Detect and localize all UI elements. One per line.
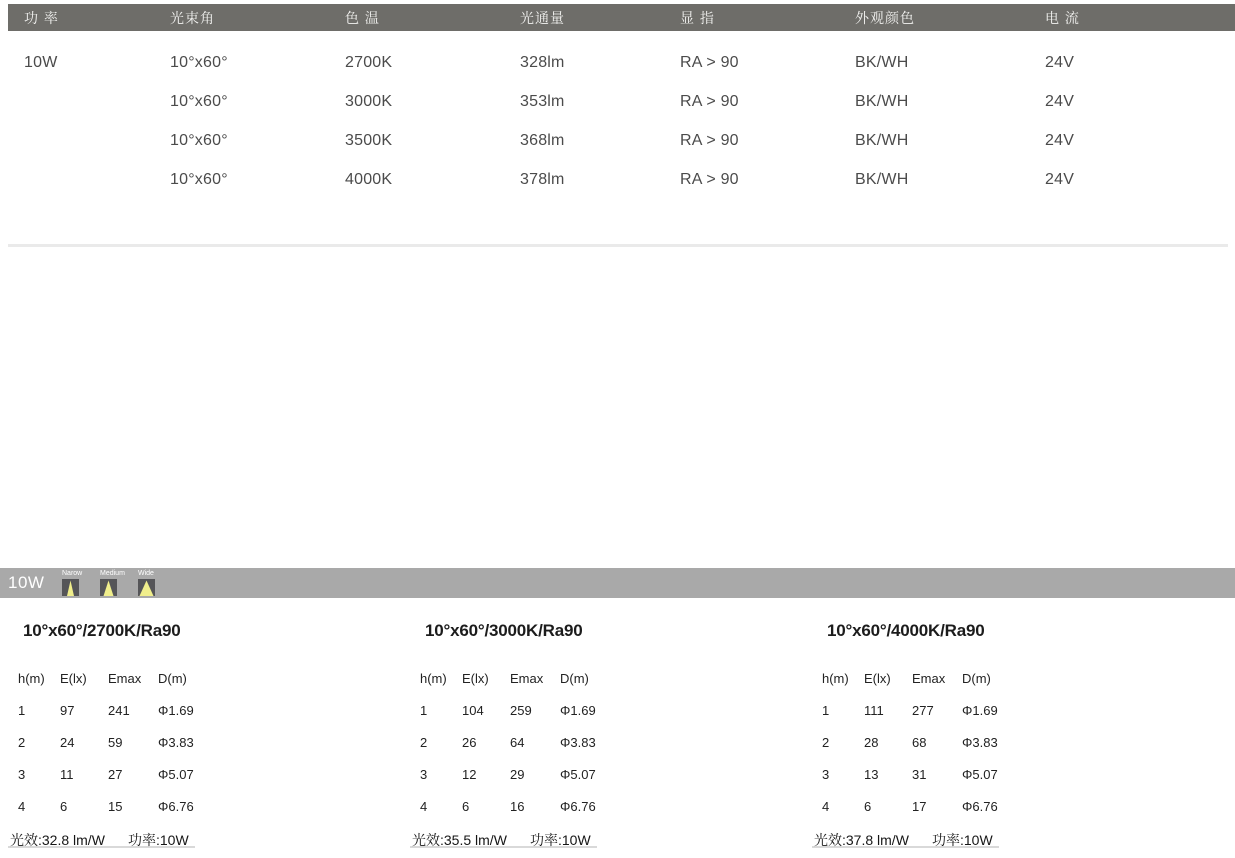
spec-cell-current: 24V	[1045, 53, 1075, 71]
table-cell: Φ3.83	[158, 734, 194, 750]
table-cell: 2	[822, 734, 830, 750]
column-header-h: h(m)	[420, 670, 447, 686]
spec-cell-finish: BK/WH	[855, 53, 909, 71]
spec-cell-finish: BK/WH	[855, 92, 909, 110]
medium-beam-glyph	[100, 579, 117, 596]
spec-cell-cri: RA > 90	[680, 131, 739, 149]
table-cell: 24	[60, 734, 75, 750]
spec-header-cri: 显 指	[680, 9, 715, 26]
table-cell: Φ1.69	[560, 702, 596, 718]
power-label: 功率:10W	[530, 832, 591, 848]
photometric-table-4000k	[812, 615, 1022, 858]
column-header-d: D(m)	[560, 670, 589, 686]
table-footer	[812, 830, 999, 848]
spec-cell-current: 24V	[1045, 92, 1075, 110]
table-cell: 29	[510, 766, 525, 782]
spec-header-flux: 光通量	[520, 9, 565, 26]
column-header-d: D(m)	[962, 670, 991, 686]
spec-header-cct: 色 温	[345, 9, 380, 26]
spec-cell-flux: 353lm	[520, 92, 565, 110]
spec-cell-cct: 2700K	[345, 53, 393, 71]
table-cell: 68	[912, 734, 927, 750]
table-cell: 13	[864, 766, 879, 782]
table-cell: 28	[864, 734, 879, 750]
table-cell: 4	[18, 798, 26, 814]
column-header-e: E(lx)	[864, 670, 891, 686]
table-cell: 104	[462, 702, 484, 718]
table-cell: 4	[822, 798, 830, 814]
medium-beam-label: Medium	[100, 570, 125, 577]
spec-cell-cri: RA > 90	[680, 170, 739, 188]
spec-header-power: 功 率	[24, 9, 59, 26]
spec-cell-current: 24V	[1045, 170, 1075, 188]
spec-cell-beam-angle: 10°x60°	[170, 170, 228, 188]
table-cell: Φ5.07	[158, 766, 194, 782]
photometric-table-title: 10°x60°/3000K/Ra90	[425, 621, 583, 640]
photometric-table-grid	[822, 662, 1022, 822]
spec-cell-beam-angle: 10°x60°	[170, 131, 228, 149]
table-cell: 2	[18, 734, 26, 750]
table-cell: Φ3.83	[962, 734, 998, 750]
table-cell: Φ5.07	[560, 766, 596, 782]
power-label: 功率:10W	[932, 832, 993, 848]
photometric-table-title: 10°x60°/4000K/Ra90	[827, 621, 985, 640]
table-cell: 1	[18, 702, 26, 718]
column-header-h: h(m)	[18, 670, 45, 686]
column-header-emax: Emax	[510, 670, 544, 686]
efficacy-label: 光效:37.8 lm/W	[814, 832, 909, 848]
table-cell: 3	[18, 766, 26, 782]
spec-table-header-row	[8, 4, 1235, 31]
efficacy-label: 光效:35.5 lm/W	[412, 832, 507, 848]
table-cell: Φ1.69	[962, 702, 998, 718]
column-header-e: E(lx)	[60, 670, 87, 686]
spec-cell-cri: RA > 90	[680, 53, 739, 71]
spec-cell-cct: 3000K	[345, 92, 393, 110]
spec-cell-beam-angle: 10°x60°	[170, 53, 228, 71]
wide-beam-icon	[138, 569, 164, 596]
wide-beam-glyph	[138, 579, 155, 596]
table-cell: 6	[462, 798, 470, 814]
table-cell: 1	[420, 702, 428, 718]
table-cell: Φ6.76	[962, 798, 998, 814]
spec-cell-flux: 378lm	[520, 170, 565, 188]
table-footer	[8, 830, 195, 848]
column-header-d: D(m)	[158, 670, 187, 686]
column-header-emax: Emax	[912, 670, 946, 686]
photometric-table-grid	[18, 662, 218, 822]
photometric-table-grid	[420, 662, 620, 822]
table-cell: Φ6.76	[560, 798, 596, 814]
table-cell: 111	[864, 702, 884, 718]
section-divider	[8, 244, 1228, 247]
power-label: 功率:10W	[128, 832, 189, 848]
table-cell: 15	[108, 798, 123, 814]
spec-cell-current: 24V	[1045, 131, 1075, 149]
column-header-h: h(m)	[822, 670, 849, 686]
spec-cell-cct: 4000K	[345, 170, 393, 188]
spec-row	[8, 121, 1235, 160]
power-band-label: 10W	[8, 573, 45, 592]
table-cell: 6	[60, 798, 68, 814]
spec-cell-cri: RA > 90	[680, 92, 739, 110]
spec-cell-cct: 3500K	[345, 131, 393, 149]
efficacy-label: 光效:32.8 lm/W	[10, 832, 105, 848]
table-cell: 3	[420, 766, 428, 782]
spec-row	[8, 82, 1235, 121]
table-cell: Φ6.76	[158, 798, 194, 814]
table-cell: Φ3.83	[560, 734, 596, 750]
spec-cell-flux: 328lm	[520, 53, 565, 71]
table-cell: 16	[510, 798, 525, 814]
table-cell: Φ1.69	[158, 702, 194, 718]
table-cell: 241	[108, 702, 130, 718]
photometric-table-3000k	[410, 615, 620, 858]
column-header-emax: Emax	[108, 670, 142, 686]
narrow-beam-icon	[62, 569, 88, 596]
photometric-table-2700k	[8, 615, 218, 858]
narrow-beam-glyph	[62, 579, 79, 596]
spec-row	[8, 160, 1235, 199]
table-cell: 1	[822, 702, 830, 718]
spec-cell-beam-angle: 10°x60°	[170, 92, 228, 110]
table-cell: 12	[462, 766, 477, 782]
table-cell: 27	[108, 766, 123, 782]
spec-header-finish: 外观颜色	[855, 9, 915, 26]
table-cell: 11	[60, 766, 74, 782]
table-cell: 26	[462, 734, 477, 750]
table-cell: 3	[822, 766, 830, 782]
wide-beam-label: Wide	[138, 570, 154, 577]
table-cell: 2	[420, 734, 428, 750]
medium-beam-icon	[100, 569, 126, 596]
table-cell: 277	[912, 702, 934, 718]
spec-header-beam-angle: 光束角	[170, 9, 215, 26]
spec-header-current: 电 流	[1045, 9, 1080, 26]
spec-cell-power: 10W	[24, 53, 58, 71]
table-cell: 259	[510, 702, 532, 718]
spec-row	[8, 43, 1235, 82]
table-cell: 59	[108, 734, 123, 750]
column-header-e: E(lx)	[462, 670, 489, 686]
power-band	[0, 568, 1235, 598]
spec-cell-flux: 368lm	[520, 131, 565, 149]
table-cell: 97	[60, 702, 75, 718]
table-cell: 64	[510, 734, 525, 750]
spec-cell-finish: BK/WH	[855, 170, 909, 188]
narrow-beam-label: Narow	[62, 570, 83, 577]
table-cell: 4	[420, 798, 428, 814]
spec-cell-finish: BK/WH	[855, 131, 909, 149]
table-cell: 6	[864, 798, 872, 814]
table-cell: 31	[912, 766, 927, 782]
photometric-table-title: 10°x60°/2700K/Ra90	[23, 621, 181, 640]
table-footer	[410, 830, 597, 848]
table-cell: 17	[912, 798, 927, 814]
spec-table-body	[8, 43, 1235, 199]
table-cell: Φ5.07	[962, 766, 998, 782]
